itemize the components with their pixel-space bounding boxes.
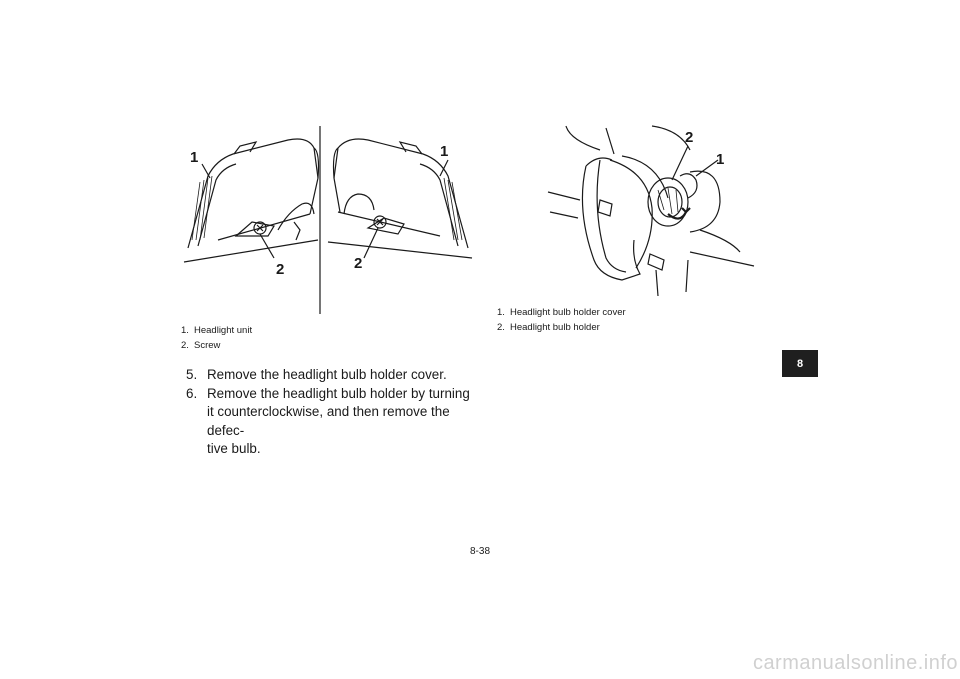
- callout-2-right: 2: [354, 255, 363, 272]
- figure-left-legend: [181, 323, 252, 353]
- page-number: 8-38: [469, 546, 490, 557]
- step-item: 5. Remove the headlight bulb holder cover.: [186, 367, 447, 382]
- legend-item: 1. Headlight unit: [181, 325, 253, 336]
- legend-item: 2. Headlight bulb holder: [497, 322, 600, 333]
- bulb-holder-illustration: [540, 120, 760, 300]
- section-tab: 8: [782, 350, 818, 377]
- callout-1-left: 1: [190, 149, 199, 166]
- figure-right-legend: [497, 305, 626, 335]
- instruction-steps: [186, 366, 476, 459]
- callout-1: 1: [716, 151, 725, 168]
- legend-item: 1. Headlight bulb holder cover: [497, 307, 626, 318]
- callout-2-left: 2: [276, 261, 285, 278]
- legend-item: 2. Screw: [181, 340, 221, 351]
- callout-2: 2: [685, 129, 694, 146]
- step-item: 6. Remove the headlight bulb holder by turning it counterclockwise, and then remove the defec- tive bulb.: [186, 385, 470, 456]
- figure-bulb-holder: [540, 120, 760, 300]
- headlight-unit-illustration: [178, 118, 478, 318]
- figure-headlight-unit: [178, 118, 478, 318]
- callout-1-right: 1: [440, 143, 449, 160]
- watermark: carmanualsonline.info: [752, 652, 958, 674]
